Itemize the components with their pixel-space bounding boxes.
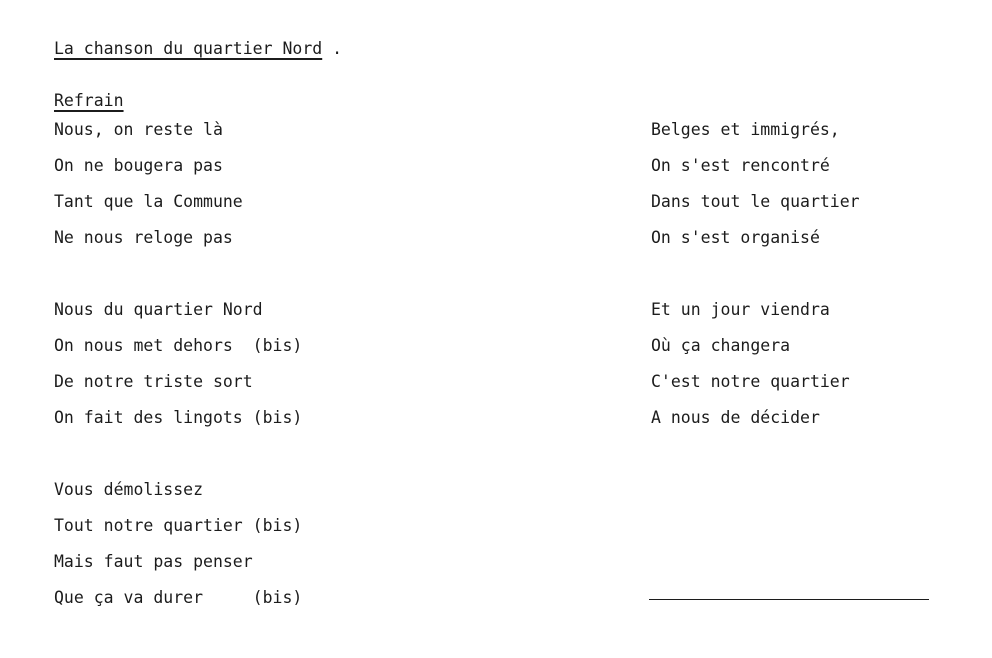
right-column (651, 118, 860, 478)
lyric-line: On nous met dehors (bis) (54, 336, 303, 355)
left-stanza-3 (54, 478, 302, 622)
refrain-heading: Refrain (54, 91, 124, 110)
right-stanza-1 (651, 118, 860, 262)
lyric-line: Nous, on reste là (54, 120, 223, 139)
lyric-line: On fait des lingots (bis) (54, 408, 303, 427)
lyric-line: Ne nous reloge pas (54, 228, 233, 247)
song-title-text: La chanson du quartier Nord (54, 39, 323, 58)
lyric-line: Tout notre quartier (bis) (54, 516, 303, 535)
lyric-line: Belges et immigrés, (651, 120, 840, 139)
lyric-line: C'est notre quartier (651, 372, 850, 391)
left-stanza-2 (54, 298, 302, 442)
signature-rule (649, 599, 929, 600)
lyric-line: On s'est rencontré (651, 156, 830, 175)
lyric-line: Que ça va durer (bis) (54, 588, 303, 607)
lyric-line: Dans tout le quartier (651, 192, 860, 211)
left-column (54, 118, 302, 658)
lyric-line: Mais faut pas penser (54, 552, 253, 571)
lyric-line: On ne bougera pas (54, 156, 223, 175)
left-stanza-1 (54, 118, 302, 262)
lyric-line: Nous du quartier Nord (54, 300, 263, 319)
song-title-period: . (322, 39, 343, 58)
lyric-line: Tant que la Commune (54, 192, 243, 211)
lyric-line: De notre triste sort (54, 372, 253, 391)
right-stanza-2 (651, 298, 860, 442)
lyric-line: Où ça changera (651, 336, 791, 355)
lyric-line: Vous démolissez (54, 480, 204, 499)
lyric-line: A nous de décider (651, 408, 820, 427)
lyric-line: Et un jour viendra (651, 300, 830, 319)
lyric-line: On s'est organisé (651, 228, 820, 247)
song-title (54, 37, 342, 61)
